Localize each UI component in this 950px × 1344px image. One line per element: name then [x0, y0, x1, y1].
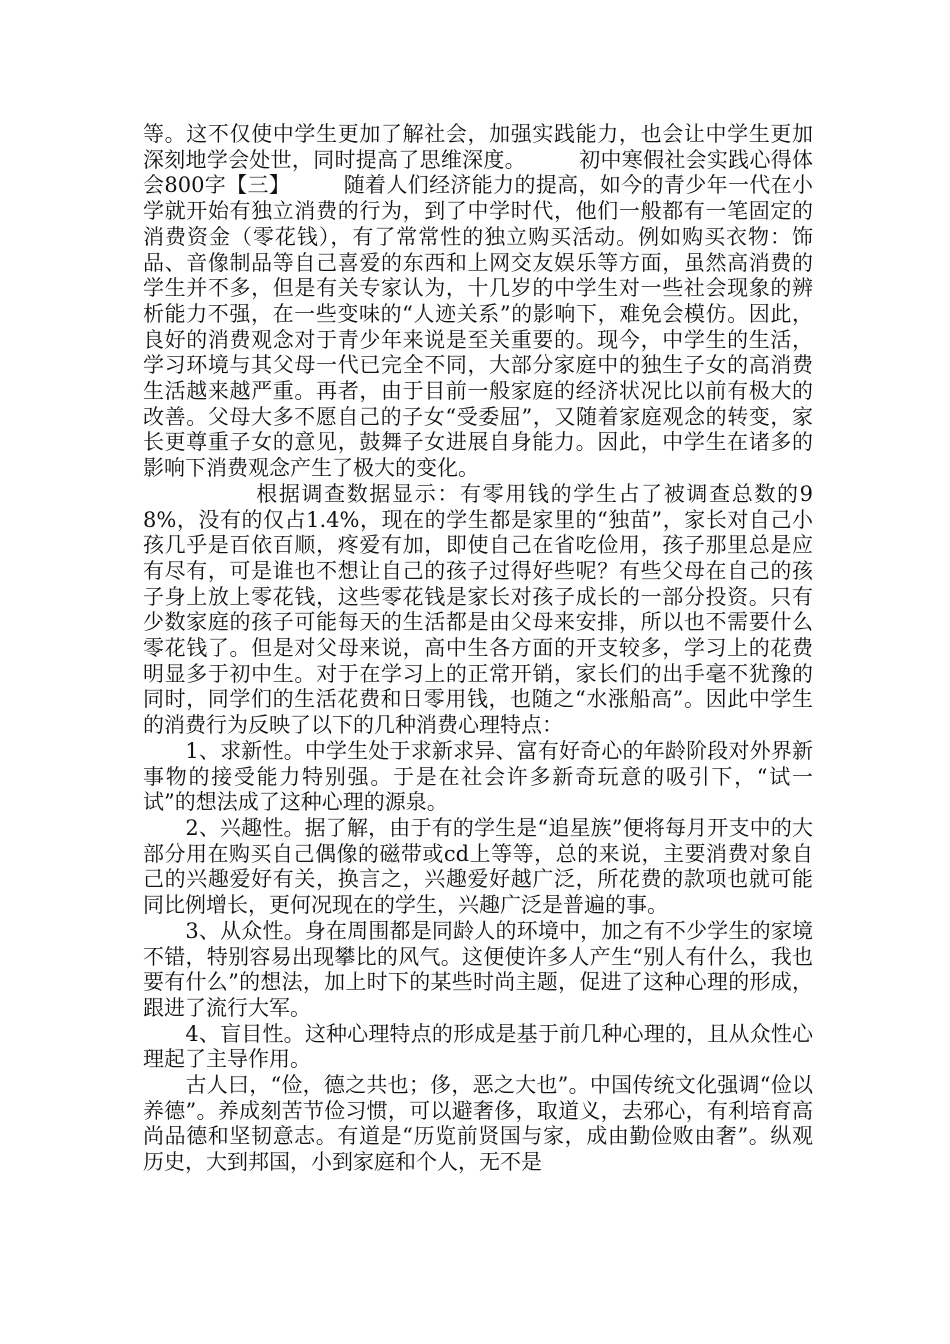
paragraph-intro: 等。这不仅使中学生更加了解社会，加强实践能力，也会让中学生更加深刻地学会处世，同时提高了思维深度。 初中寒假社会实践心得体会800字【三】 随着人们经济能力的提高，如今的青少年一代在小学就开始有独立消费的行为，到了中学时代，他们一般都有一笔固定的消费资金（零花钱），有了常常性的独立购买活动。例如购买衣物：饰品、音像制品等自己喜爱的东西和上网交友娱乐等方面，虽然高消费的学生并不多，但是有关专家认为，十几岁的中学生对一些社会现象的辨析能力不强，在一些变味的“人迹关系”的影响下，难免会模仿。因此，良好的消费观念对于青少年来说是至关重要的。现今，中学生的生活，学习环境与其父母一代已完全不同，大部分家庭中的独生子女的高消费生活越来越严重。再者，由于目前一般家庭的经济状况比以前有极大的改善。父母大多不愿自己的子女“受委屈”，又随着家庭观念的转变，家长更尊重子女的意见，鼓舞子女进展自身能力。因此，中学生在诸多的影响下消费观念产生了极大的变化。: [143, 122, 813, 481]
paragraph-point-4: 4、盲目性。这种心理特点的形成是基于前几种心理的，且从众性心理起了主导作用。: [143, 1021, 813, 1072]
document-body: [143, 122, 813, 1176]
paragraph-point-3: 3、从众性。身在周围都是同龄人的环境中，加之有不少学生的家境不错，特别容易出现攀比的风气。这便使许多人产生“别人有什么，我也要有什么”的想法，加上时下的某些时尚主题，促进了这种心理的形成，跟进了流行大军。: [143, 918, 813, 1020]
paragraph-point-2: 2、兴趣性。据了解，由于有的学生是“追星族”便将每月开支中的大部分用在购买自己偶像的磁带或cd上等等，总的来说，主要消费对象自己的兴趣爱好有关，换言之，兴趣爱好越广泛，所花费的款项也就可能同比例增长，更何况现在的学生，兴趣广泛是普遍的事。: [143, 815, 813, 918]
paragraph-point-1: 1、求新性。中学生处于求新求异、富有好奇心的年龄阶段对外界新事物的接受能力特别强。于是在社会许多新奇玩意的吸引下，“试一试”的想法成了这种心理的源泉。: [143, 738, 813, 815]
paragraph-survey: 根据调查数据显示：有零用钱的学生占了被调查总数的98%，没有的仅占1.4%，现在的学生都是家里的“独苗”，家长对自己小孩几乎是百依百顺，疼爱有加，即使自己在省吃俭用，孩子那里总是应有尽有，可是谁也不想让自己的孩子过得好些呢？有些父母在自己的孩子身上放上零花钱，这些零花钱是家长对孩子成长的一部分投资。只有少数家庭的孩子可能每天的生活都是由父母来安排，所以也不需要什么零花钱了。但是对父母来说，高中生各方面的开支较多，学习上的花费明显多于初中生。对于在学习上的正常开销，家长们的出手毫不犹豫的同时，同学们的生活花费和日零用钱，也随之“水涨船高”。因此中学生的消费行为反映了以下的几种消费心理特点：: [143, 481, 813, 738]
paragraph-conclusion: 古人曰，“俭，德之共也；侈，恶之大也”。中国传统文化强调“俭以养德”。养成刻苦节俭习惯，可以避奢侈，取道义，去邪心，有利培育高尚品德和坚韧意志。有道是“历览前贤国与家，成由勤俭败由奢”。纵观历史，大到邦国，小到家庭和个人，无不是: [143, 1073, 813, 1175]
